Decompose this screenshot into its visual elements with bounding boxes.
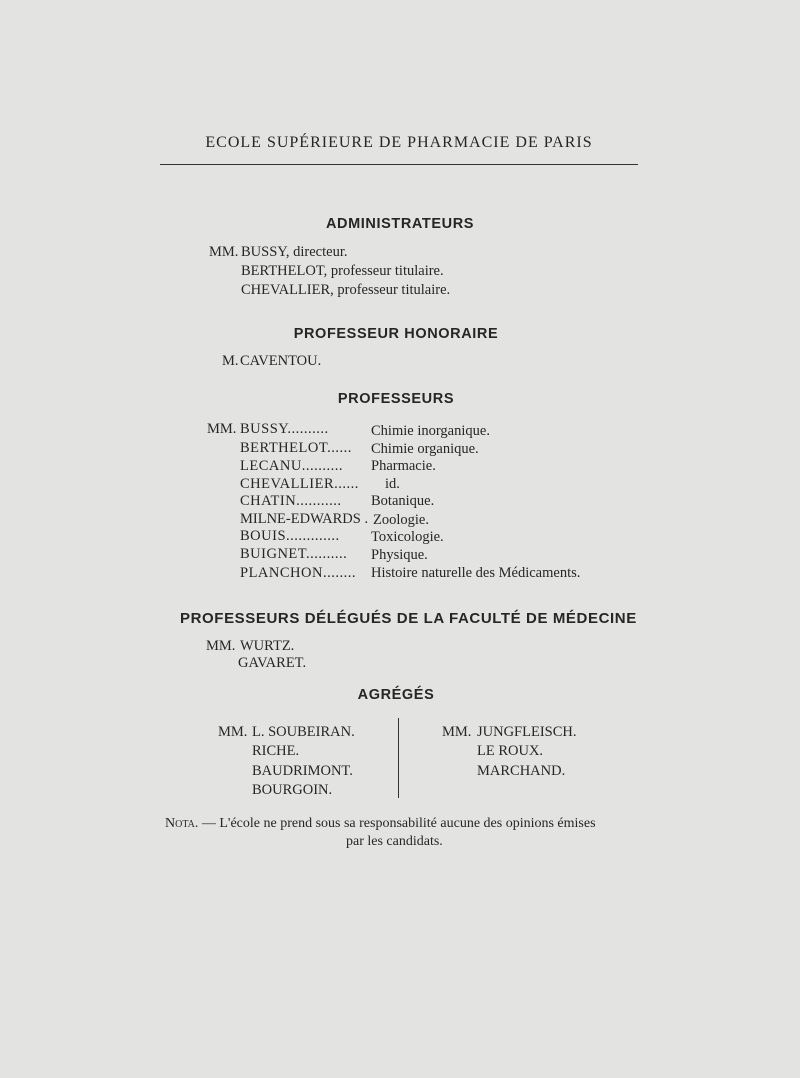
honoraire-name: CAVENTOU. [240,353,322,369]
professor-name: LECANU.......... [240,458,344,474]
delegues-prefix: MM. [206,638,236,654]
section-heading-delegues: PROFESSEURS DÉLÉGUÉS DE LA FACULTÉ DE MÉDECINE [180,610,637,627]
professor-name: PLANCHON........ [240,565,356,581]
column-divider [398,718,399,798]
agrege-left-name: RICHE. [252,743,300,759]
section-heading-administrateurs: ADMINISTRATEURS [325,216,475,232]
agrege-right-name: LE ROUX. [477,743,544,759]
nota-line-1 [165,816,596,832]
delegue-name-1: WURTZ. [240,638,295,654]
professor-subject: Histoire naturelle des Médicaments. [371,565,581,581]
professor-name: BUSSY.......... [240,421,329,437]
agrege-right-name: JUNGFLEISCH. [477,724,577,740]
professor-subject: id. [385,476,400,492]
section-heading-honoraire: PROFESSEUR HONORAIRE [293,326,499,342]
page-header: ECOLE SUPÉRIEURE DE PHARMACIE DE PARIS [205,134,593,151]
professor-subject: Zoologie. [373,512,429,528]
honoraire-prefix: M. [222,353,239,369]
agreges-right-prefix: MM. [442,724,472,740]
professor-name: CHEVALLIER...... [240,476,359,492]
agrege-left-name: BAUDRIMONT. [252,763,353,779]
nota-label: Nota. [165,816,199,831]
professor-name: CHATIN........... [240,493,342,509]
professor-name: BERTHELOT...... [240,440,352,456]
section-heading-agreges: AGRÉGÉS [357,687,435,703]
nota-dash: — [201,816,216,831]
admin-line-1: BUSSY, directeur. [241,244,348,260]
admin-prefix: MM. [209,244,239,260]
professor-subject: Botanique. [371,493,435,509]
section-heading-professeurs: PROFESSEURS [337,391,455,407]
agrege-left-name: L. SOUBEIRAN. [252,724,355,740]
professor-subject: Chimie organique. [371,441,479,457]
professor-subject: Toxicologie. [371,529,444,545]
professor-name: BUIGNET.......... [240,546,348,562]
agreges-left-prefix: MM. [218,724,248,740]
nota-text-1: L'école ne prend sous sa responsabilité aucune des opinions émises [219,816,596,831]
nota-line-2: par les candidats. [346,834,443,849]
professor-subject: Pharmacie. [371,458,436,474]
professor-subject: Chimie inorganique. [371,423,490,439]
delegue-name-2: GAVARET. [238,655,307,671]
professor-name: MILNE-EDWARDS . [240,511,369,527]
agrege-right-name: MARCHAND. [477,763,566,779]
admin-line-3: CHEVALLIER, professeur titulaire. [241,282,451,298]
professor-subject: Physique. [371,547,428,563]
admin-line-2: BERTHELOT, professeur titulaire. [241,263,444,279]
header-rule [160,164,638,165]
agrege-left-name: BOURGOIN. [252,782,333,798]
professeurs-prefix: MM. [207,421,237,437]
professor-name: BOUIS............. [240,528,340,544]
